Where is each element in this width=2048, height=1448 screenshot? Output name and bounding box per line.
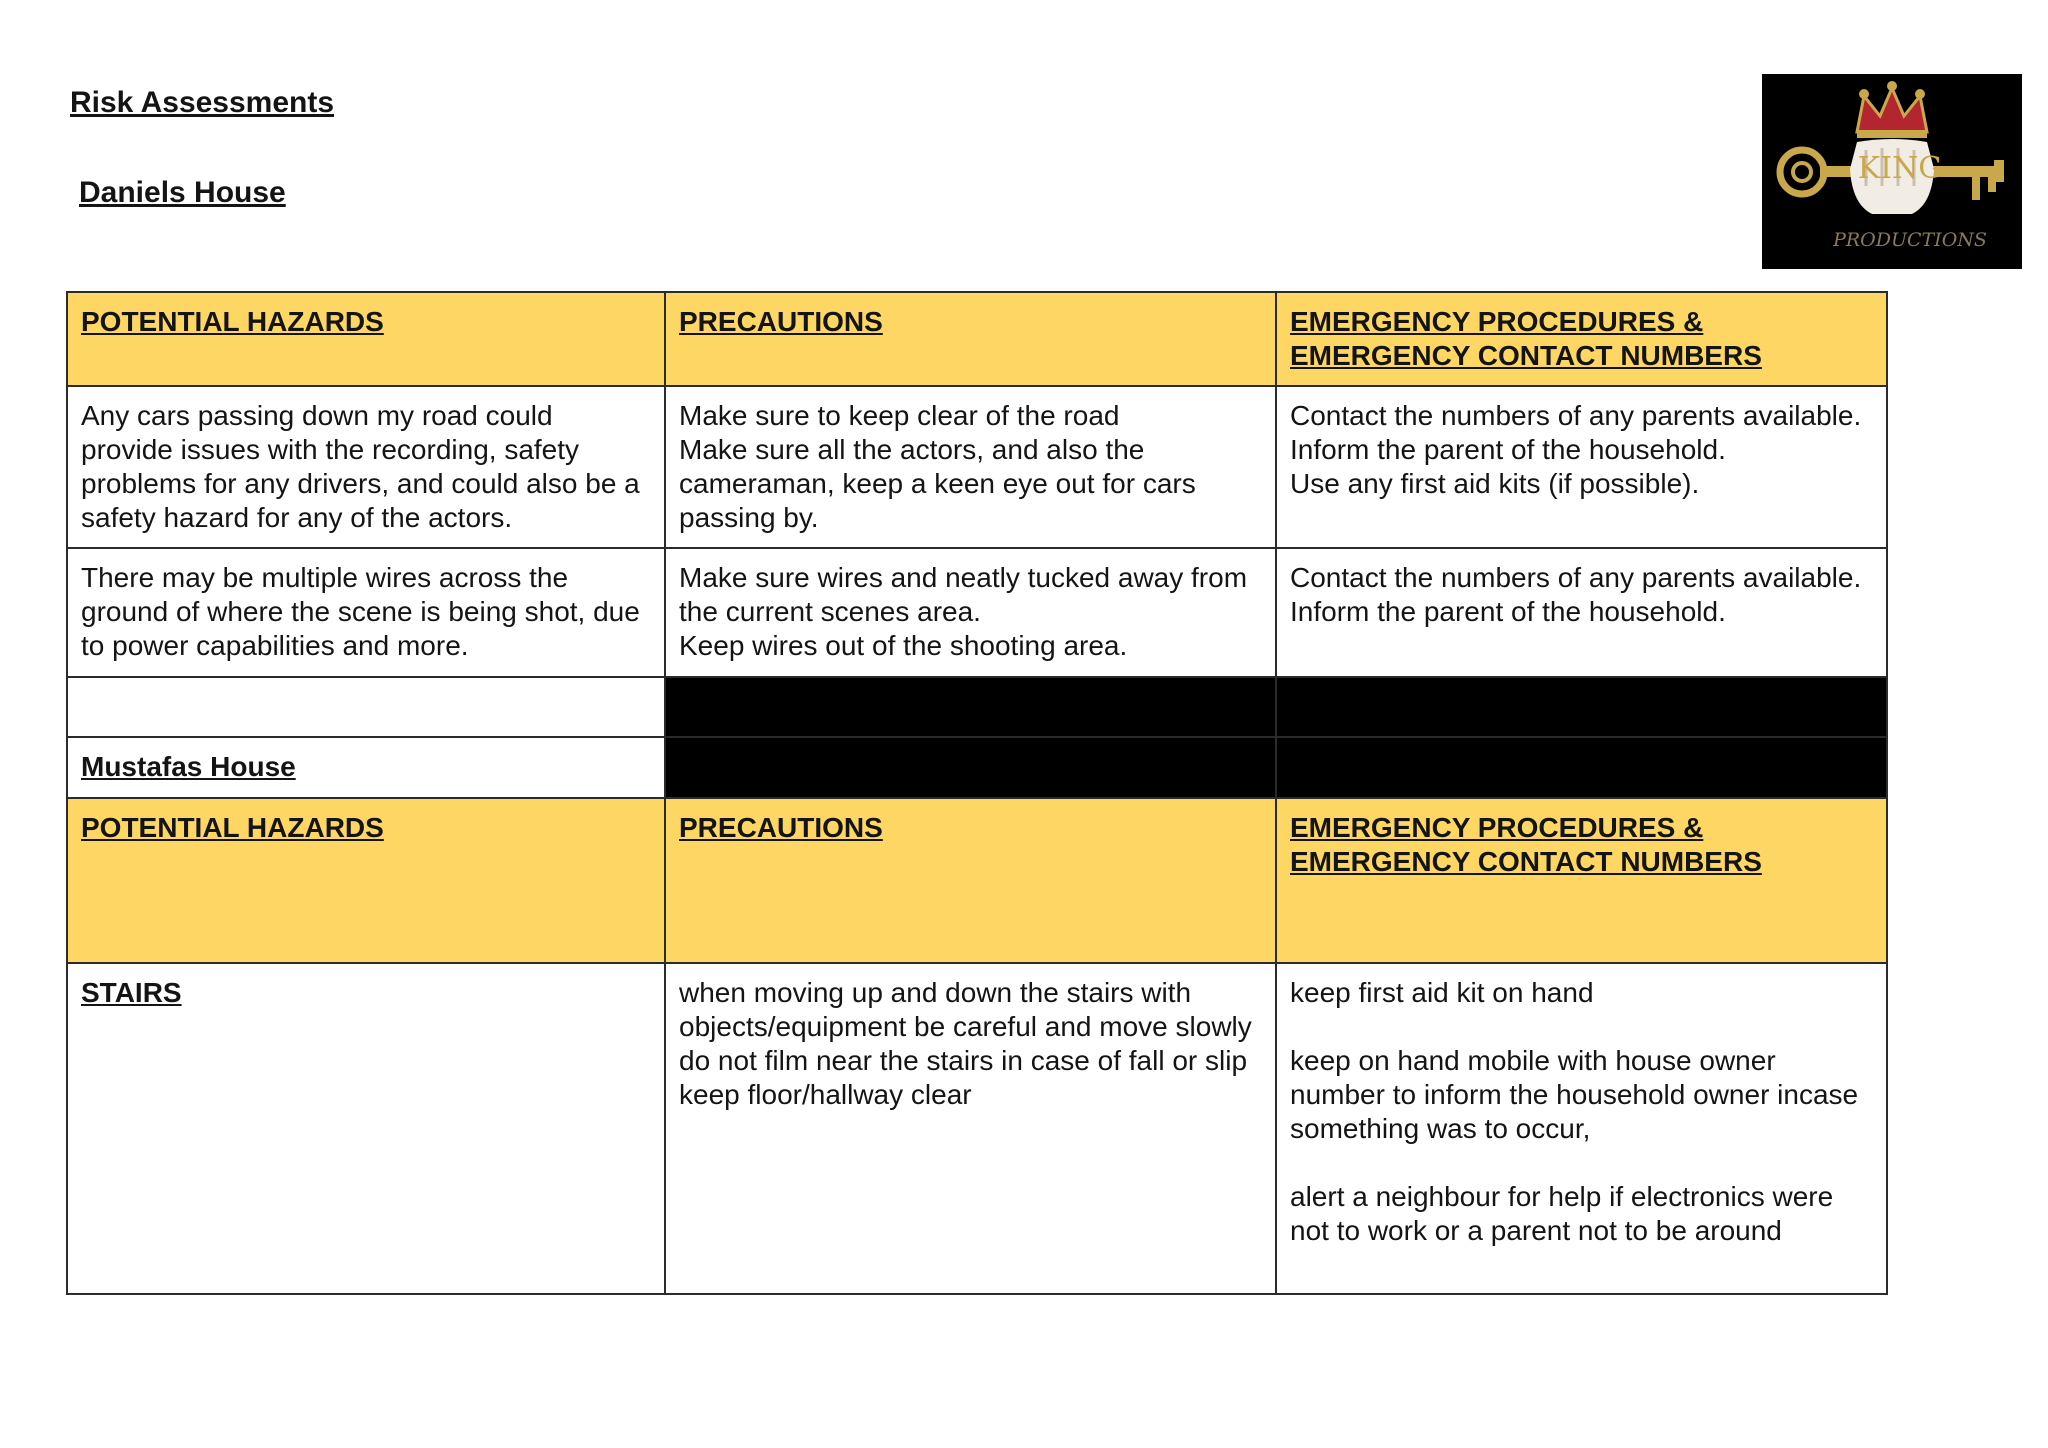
precaution-line: do not film near the stairs in case of fall or slip bbox=[679, 1045, 1248, 1076]
company-logo bbox=[1762, 74, 2022, 269]
logo-text-main: KING bbox=[1857, 151, 1943, 186]
redacted-cell bbox=[665, 737, 1276, 798]
hazard-text: There may be multiple wires across the ground of where the scene is being shot, due to power capabilities and more. bbox=[81, 562, 640, 661]
header-cell-hazards bbox=[67, 798, 665, 963]
header-precautions-label: PRECAUTIONS bbox=[679, 306, 883, 337]
king-key-logo-icon bbox=[1762, 74, 2022, 269]
header-hazards-label: POTENTIAL HAZARDS bbox=[81, 812, 384, 843]
header-precautions-label: PRECAUTIONS bbox=[679, 812, 883, 843]
precaution-line: keep floor/hallway clear bbox=[679, 1079, 972, 1110]
redacted-cell bbox=[1276, 677, 1887, 737]
document-title: Risk Assessments bbox=[70, 86, 335, 119]
emergency-spacer bbox=[1290, 1146, 1873, 1180]
precaution-line: Make sure to keep clear of the road bbox=[679, 400, 1120, 431]
hazard-cell bbox=[67, 548, 665, 677]
header-cell-precautions bbox=[665, 292, 1276, 386]
section-title-daniels-house: Daniels House bbox=[79, 176, 286, 209]
hazard-text: STAIRS bbox=[81, 977, 182, 1008]
hazard-cell bbox=[67, 386, 665, 548]
section-row bbox=[67, 737, 1887, 798]
table-row bbox=[67, 548, 1887, 677]
emergency-line: alert a neighbour for help if electronics were not to work or a parent not to be around bbox=[1290, 1181, 1834, 1246]
redacted-cell bbox=[1276, 737, 1887, 798]
empty-cell bbox=[67, 677, 665, 737]
table-header-row bbox=[67, 798, 1887, 963]
table-row bbox=[67, 963, 1887, 1294]
header-hazards-label: POTENTIAL HAZARDS bbox=[81, 306, 384, 337]
section-title-mustafas-house: Mustafas House bbox=[81, 751, 296, 782]
precautions-cell bbox=[665, 548, 1276, 677]
emergency-line: Inform the parent of the household. bbox=[1290, 434, 1726, 465]
header-cell-hazards bbox=[67, 292, 665, 386]
precaution-line: Keep wires out of the shooting area. bbox=[679, 630, 1128, 661]
header-emergency-label: EMERGENCY PROCEDURES & EMERGENCY CONTACT NUMBERS bbox=[1290, 306, 1762, 371]
emergency-cell bbox=[1276, 963, 1887, 1294]
precaution-line: Make sure wires and neatly tucked away from the current scenes area. bbox=[679, 562, 1248, 627]
emergency-line: keep first aid kit on hand bbox=[1290, 977, 1594, 1008]
hazard-cell bbox=[67, 963, 665, 1294]
header-cell-emergency bbox=[1276, 798, 1887, 963]
precaution-line: Make sure all the actors, and also the cameraman, keep a keen eye out for cars passing by. bbox=[679, 434, 1196, 533]
precautions-cell bbox=[665, 386, 1276, 548]
header-emergency-label: EMERGENCY PROCEDURES & EMERGENCY CONTACT NUMBERS bbox=[1290, 812, 1762, 877]
header-cell-precautions bbox=[665, 798, 1276, 963]
table-row bbox=[67, 386, 1887, 548]
table-header-row bbox=[67, 292, 1887, 386]
risk-assessment-table bbox=[66, 291, 1888, 1295]
hazard-text: Any cars passing down my road could provide issues with the recording, safety problems for any drivers, and could also be a safety hazard for any of the actors. bbox=[81, 400, 640, 533]
emergency-line: keep on hand mobile with house owner number to inform the household owner incase something was to occur, bbox=[1290, 1045, 1859, 1144]
section-label-cell bbox=[67, 737, 665, 798]
redacted-cell bbox=[665, 677, 1276, 737]
emergency-spacer bbox=[1290, 1010, 1873, 1044]
emergency-cell bbox=[1276, 386, 1887, 548]
spacer-row bbox=[67, 677, 1887, 737]
emergency-line: Use any first aid kits (if possible). bbox=[1290, 468, 1700, 499]
emergency-cell bbox=[1276, 548, 1887, 677]
precautions-cell bbox=[665, 963, 1276, 1294]
emergency-line: Contact the numbers of any parents available. bbox=[1290, 562, 1862, 593]
emergency-line: Contact the numbers of any parents available. bbox=[1290, 400, 1862, 431]
emergency-line: Inform the parent of the household. bbox=[1290, 596, 1726, 627]
logo-text-sub: PRODUCTIONS bbox=[1833, 229, 1987, 251]
precaution-line: when moving up and down the stairs with objects/equipment be careful and move slowly bbox=[679, 977, 1252, 1042]
header-cell-emergency bbox=[1276, 292, 1887, 386]
